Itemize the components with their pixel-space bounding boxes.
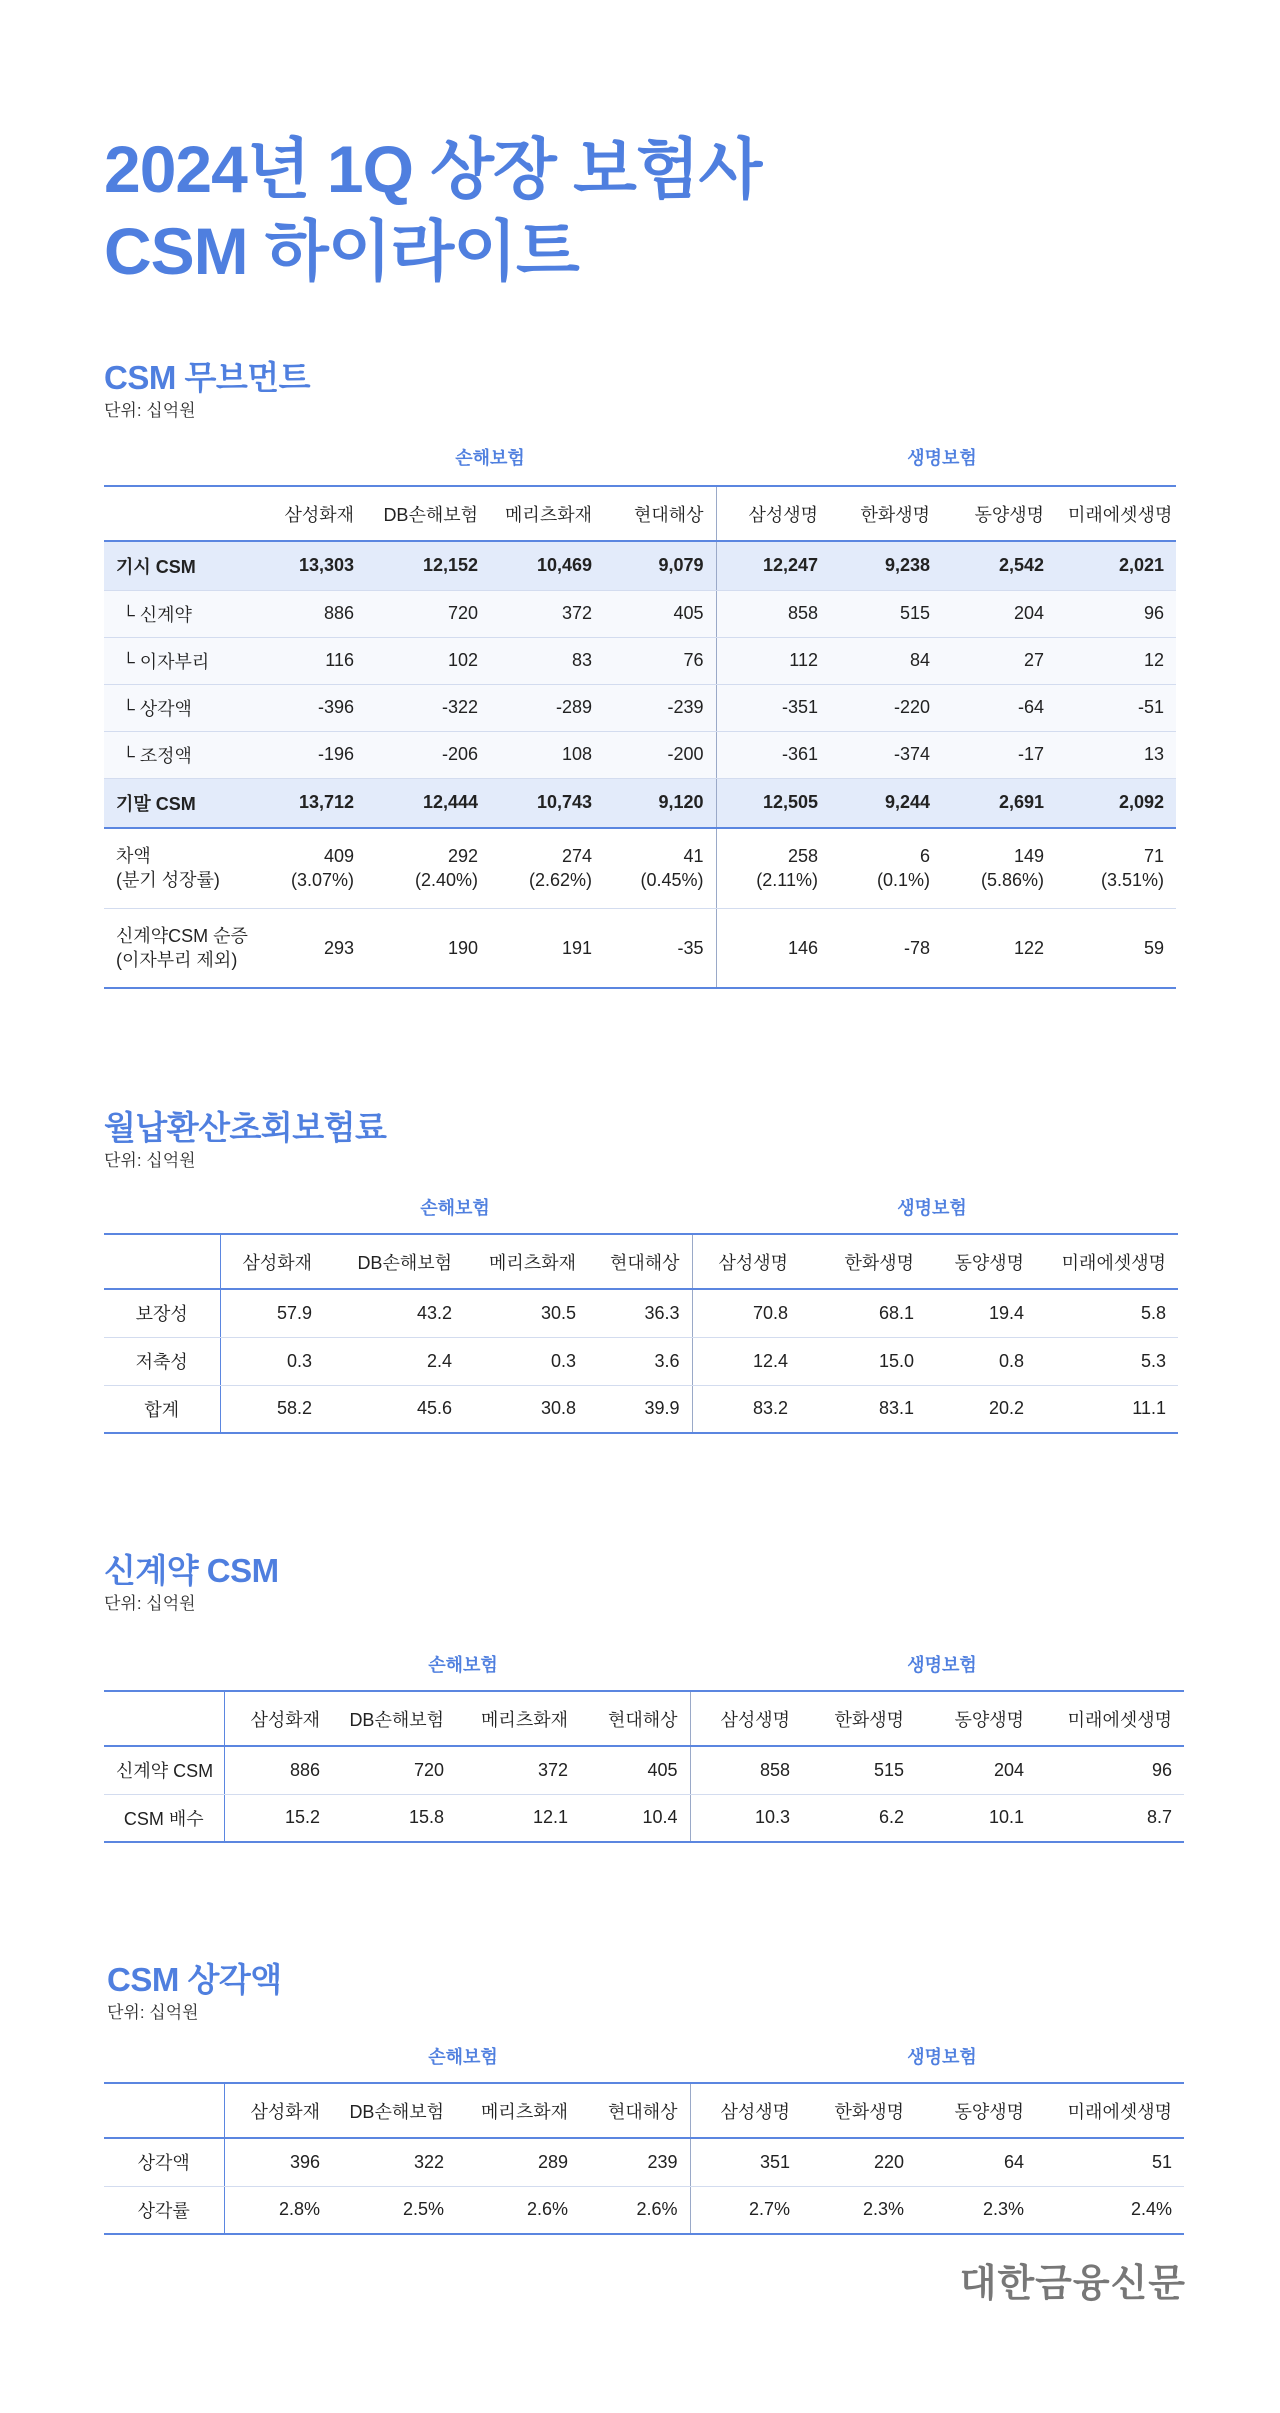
monthly-premium-title: 월납환산초회보험료 xyxy=(104,1109,387,1146)
csm-movement-table xyxy=(104,485,1176,989)
col-header: 삼성화재 xyxy=(224,1691,332,1746)
csm-movement-header xyxy=(104,358,310,422)
new-csm-group-nonlife: 손해보험 xyxy=(428,1655,498,1675)
cell: -64 xyxy=(942,684,1056,731)
cell: 112 xyxy=(716,637,830,684)
cell: -361 xyxy=(716,731,830,778)
cell: 149 (5.86%) xyxy=(942,828,1056,908)
cell: 11.1 xyxy=(1036,1385,1178,1433)
cell: 351 xyxy=(690,2138,802,2186)
monthly-premium-group-nonlife: 손해보험 xyxy=(420,1198,490,1218)
cell: 5.8 xyxy=(1036,1289,1178,1337)
cell: 2,021 xyxy=(1056,541,1176,590)
cell: 51 xyxy=(1036,2138,1184,2186)
cell: 886 xyxy=(252,590,366,637)
cell: 27 xyxy=(942,637,1056,684)
cell: 70.8 xyxy=(692,1289,800,1337)
cell: 0.3 xyxy=(220,1337,324,1385)
new-csm-unit: 단위: 십억원 xyxy=(104,1594,196,1613)
cell: 30.8 xyxy=(464,1385,588,1433)
table-row xyxy=(104,1337,1178,1385)
cell: 2.8% xyxy=(224,2186,332,2234)
cell: 13,712 xyxy=(252,778,366,828)
cell: 409 (3.07%) xyxy=(252,828,366,908)
row-label: 상각액 xyxy=(104,2138,224,2186)
cell: 2,691 xyxy=(942,778,1056,828)
cell: 289 xyxy=(456,2138,580,2186)
cell: 6.2 xyxy=(802,1794,916,1842)
cell: 83.2 xyxy=(692,1385,800,1433)
cell: 12,152 xyxy=(366,541,490,590)
cell: 258 (2.11%) xyxy=(716,828,830,908)
table-header-row xyxy=(104,2083,1184,2138)
cell: -35 xyxy=(604,908,716,988)
amortization-group-nonlife: 손해보험 xyxy=(428,2047,498,2067)
cell: 84 xyxy=(830,637,942,684)
row-label: 상각률 xyxy=(104,2186,224,2234)
table-row xyxy=(104,2138,1184,2186)
cell: 83.1 xyxy=(800,1385,926,1433)
page-title-line-2: CSM 하이라이트 xyxy=(104,214,579,288)
cell: 2.6% xyxy=(456,2186,580,2234)
cell: 405 xyxy=(604,590,716,637)
cell: -17 xyxy=(942,731,1056,778)
cell: 405 xyxy=(580,1746,690,1794)
cell: 10.4 xyxy=(580,1794,690,1842)
cell: 2,542 xyxy=(942,541,1056,590)
amortization-table xyxy=(104,2082,1184,2235)
cell: 0.8 xyxy=(926,1337,1036,1385)
cell: 515 xyxy=(802,1746,916,1794)
cell: 12 xyxy=(1056,637,1176,684)
cell: 12,247 xyxy=(716,541,830,590)
table-row xyxy=(104,1385,1178,1433)
col-header: 메리츠화재 xyxy=(464,1234,588,1289)
table-row xyxy=(104,541,1176,590)
col-header: 동양생명 xyxy=(942,486,1056,541)
cell: 39.9 xyxy=(588,1385,692,1433)
table-header-row xyxy=(104,486,1176,541)
cell: 372 xyxy=(456,1746,580,1794)
col-header: 현대해상 xyxy=(588,1234,692,1289)
cell: 12,444 xyxy=(366,778,490,828)
cell: 292 (2.40%) xyxy=(366,828,490,908)
col-header: 삼성생명 xyxy=(692,1234,800,1289)
cell: 64 xyxy=(916,2138,1036,2186)
cell: 116 xyxy=(252,637,366,684)
cell: 12,505 xyxy=(716,778,830,828)
cell: 220 xyxy=(802,2138,916,2186)
cell: 15.2 xyxy=(224,1794,332,1842)
amortization-group-life: 생명보험 xyxy=(907,2047,977,2067)
cell: 15.0 xyxy=(800,1337,926,1385)
col-header: 현대해상 xyxy=(580,1691,690,1746)
col-header: DB손해보험 xyxy=(332,2083,456,2138)
cell: 10,743 xyxy=(490,778,604,828)
cell: 396 xyxy=(224,2138,332,2186)
table-row xyxy=(104,908,1176,988)
cell: 10.1 xyxy=(916,1794,1036,1842)
cell: 8.7 xyxy=(1036,1794,1184,1842)
row-label: 신계약 CSM xyxy=(104,1746,224,1794)
cell: -351 xyxy=(716,684,830,731)
cell: 122 xyxy=(942,908,1056,988)
new-csm-header xyxy=(104,1551,279,1615)
cell: 9,244 xyxy=(830,778,942,828)
col-header: 한화생명 xyxy=(830,486,942,541)
cell: 13 xyxy=(1056,731,1176,778)
cell: 720 xyxy=(332,1746,456,1794)
col-header: 한화생명 xyxy=(800,1234,926,1289)
col-header: DB손해보험 xyxy=(332,1691,456,1746)
row-label: CSM 배수 xyxy=(104,1794,224,1842)
cell: 204 xyxy=(942,590,1056,637)
cell: -239 xyxy=(604,684,716,731)
csm-movement-title: CSM 무브먼트 xyxy=(104,359,311,396)
cell: 71 (3.51%) xyxy=(1056,828,1176,908)
cell: 36.3 xyxy=(588,1289,692,1337)
cell: 9,120 xyxy=(604,778,716,828)
col-header: 삼성생명 xyxy=(716,486,830,541)
cell: 108 xyxy=(490,731,604,778)
col-header: 삼성생명 xyxy=(690,1691,802,1746)
cell: 0.3 xyxy=(464,1337,588,1385)
csm-movement-unit: 단위: 십억원 xyxy=(104,401,196,420)
col-header: 삼성생명 xyxy=(690,2083,802,2138)
row-label: 신계약CSM 순증 (이자부리 제외) xyxy=(104,908,252,988)
table-row xyxy=(104,1746,1184,1794)
cell: 2.3% xyxy=(916,2186,1036,2234)
publisher-logo: 대한금융신문 xyxy=(959,2263,1186,2305)
cell: 2.4 xyxy=(324,1337,464,1385)
cell: 19.4 xyxy=(926,1289,1036,1337)
amortization-title: CSM 상각액 xyxy=(107,1961,282,1998)
col-header: 동양생명 xyxy=(916,2083,1036,2138)
col-header: 한화생명 xyxy=(802,2083,916,2138)
cell: -200 xyxy=(604,731,716,778)
cell: 9,238 xyxy=(830,541,942,590)
cell: 858 xyxy=(690,1746,802,1794)
cell: -51 xyxy=(1056,684,1176,731)
cell: 83 xyxy=(490,637,604,684)
cell: 57.9 xyxy=(220,1289,324,1337)
table-row xyxy=(104,2186,1184,2234)
cell: 274 (2.62%) xyxy=(490,828,604,908)
cell: 45.6 xyxy=(324,1385,464,1433)
row-label: 저축성 xyxy=(104,1337,220,1385)
col-header: 미래에셋생명 xyxy=(1056,486,1176,541)
monthly-premium-group-life: 생명보험 xyxy=(897,1198,967,1218)
cell: 41 (0.45%) xyxy=(604,828,716,908)
row-label: └ 이자부리 xyxy=(104,637,252,684)
col-header: 삼성화재 xyxy=(220,1234,324,1289)
cell: 720 xyxy=(366,590,490,637)
cell: 10.3 xyxy=(690,1794,802,1842)
page-title xyxy=(104,128,761,292)
table-row xyxy=(104,778,1176,828)
cell: 30.5 xyxy=(464,1289,588,1337)
cell: 2.4% xyxy=(1036,2186,1184,2234)
col-header: 메리츠화재 xyxy=(456,1691,580,1746)
col-header: 미래에셋생명 xyxy=(1036,1691,1184,1746)
amortization-header xyxy=(107,1960,282,2024)
monthly-premium-unit: 단위: 십억원 xyxy=(104,1151,196,1170)
row-label: 합계 xyxy=(104,1385,220,1433)
row-label: └ 상각액 xyxy=(104,684,252,731)
cell: 293 xyxy=(252,908,366,988)
col-header: 현대해상 xyxy=(580,2083,690,2138)
cell: -78 xyxy=(830,908,942,988)
cell: 9,079 xyxy=(604,541,716,590)
cell: 146 xyxy=(716,908,830,988)
col-header: 메리츠화재 xyxy=(490,486,604,541)
col-header: DB손해보험 xyxy=(324,1234,464,1289)
cell: 76 xyxy=(604,637,716,684)
cell: 20.2 xyxy=(926,1385,1036,1433)
new-csm-table xyxy=(104,1690,1184,1843)
cell: 2.5% xyxy=(332,2186,456,2234)
col-header: 미래에셋생명 xyxy=(1036,1234,1178,1289)
page-title-line-1: 2024년 1Q 상장 보험사 xyxy=(104,132,762,206)
cell: -206 xyxy=(366,731,490,778)
col-header: 동양생명 xyxy=(926,1234,1036,1289)
new-csm-group-life: 생명보험 xyxy=(907,1655,977,1675)
col-header: DB손해보험 xyxy=(366,486,490,541)
table-header-row xyxy=(104,1691,1184,1746)
cell: 58.2 xyxy=(220,1385,324,1433)
cell: -396 xyxy=(252,684,366,731)
col-header: 동양생명 xyxy=(916,1691,1036,1746)
row-label: 보장성 xyxy=(104,1289,220,1337)
table-row xyxy=(104,1794,1184,1842)
cell: -196 xyxy=(252,731,366,778)
cell: 2,092 xyxy=(1056,778,1176,828)
table-header-row xyxy=(104,1234,1178,1289)
cell: 5.3 xyxy=(1036,1337,1178,1385)
cell: -374 xyxy=(830,731,942,778)
cell: 12.4 xyxy=(692,1337,800,1385)
cell: -289 xyxy=(490,684,604,731)
monthly-premium-table xyxy=(104,1233,1178,1434)
cell: 886 xyxy=(224,1746,332,1794)
cell: 322 xyxy=(332,2138,456,2186)
row-label: 기말 CSM xyxy=(104,778,252,828)
col-header: 삼성화재 xyxy=(252,486,366,541)
cell: -322 xyxy=(366,684,490,731)
amortization-unit: 단위: 십억원 xyxy=(107,2003,199,2022)
cell: 15.8 xyxy=(332,1794,456,1842)
cell: 191 xyxy=(490,908,604,988)
col-header: 한화생명 xyxy=(802,1691,916,1746)
cell: 2.6% xyxy=(580,2186,690,2234)
cell: 372 xyxy=(490,590,604,637)
cell: 6 (0.1%) xyxy=(830,828,942,908)
col-header: 삼성화재 xyxy=(224,2083,332,2138)
cell: 190 xyxy=(366,908,490,988)
cell: 12.1 xyxy=(456,1794,580,1842)
col-header: 메리츠화재 xyxy=(456,2083,580,2138)
monthly-premium-header xyxy=(104,1108,386,1172)
cell: 204 xyxy=(916,1746,1036,1794)
csm-movement-group-life: 생명보험 xyxy=(907,448,977,468)
cell: 59 xyxy=(1056,908,1176,988)
row-label: 차액 (분기 성장률) xyxy=(104,828,252,908)
cell: 2.7% xyxy=(690,2186,802,2234)
cell: 102 xyxy=(366,637,490,684)
table-row xyxy=(104,828,1176,908)
col-header: 미래에셋생명 xyxy=(1036,2083,1184,2138)
cell: 3.6 xyxy=(588,1337,692,1385)
cell: 96 xyxy=(1056,590,1176,637)
cell: 858 xyxy=(716,590,830,637)
cell: 13,303 xyxy=(252,541,366,590)
cell: 515 xyxy=(830,590,942,637)
cell: 239 xyxy=(580,2138,690,2186)
table-row xyxy=(104,637,1176,684)
csm-movement-group-nonlife: 손해보험 xyxy=(455,448,525,468)
col-header: 현대해상 xyxy=(604,486,716,541)
table-row xyxy=(104,1289,1178,1337)
cell: -220 xyxy=(830,684,942,731)
row-label: 기시 CSM xyxy=(104,541,252,590)
cell: 43.2 xyxy=(324,1289,464,1337)
table-row xyxy=(104,731,1176,778)
cell: 68.1 xyxy=(800,1289,926,1337)
table-row xyxy=(104,590,1176,637)
cell: 10,469 xyxy=(490,541,604,590)
cell: 96 xyxy=(1036,1746,1184,1794)
row-label: └ 조정액 xyxy=(104,731,252,778)
table-row xyxy=(104,684,1176,731)
row-label: └ 신계약 xyxy=(104,590,252,637)
new-csm-title: 신계약 CSM xyxy=(104,1552,279,1589)
cell: 2.3% xyxy=(802,2186,916,2234)
